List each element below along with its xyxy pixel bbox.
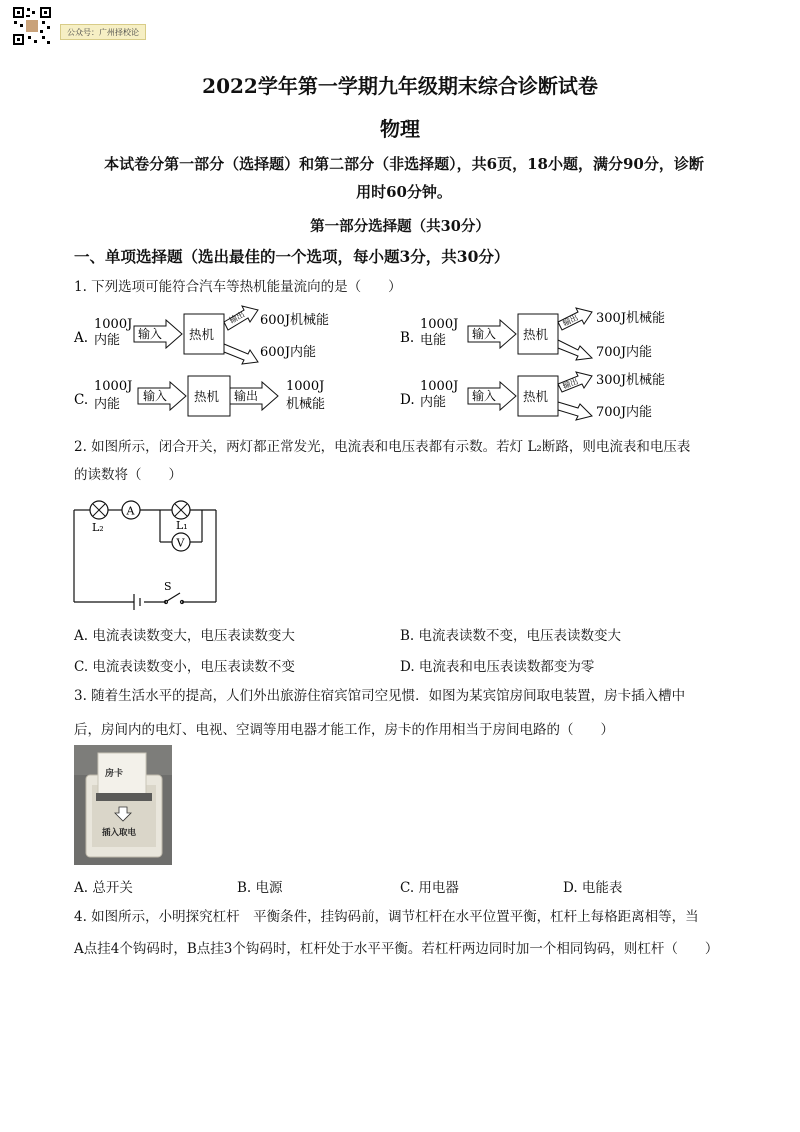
question-3-option-a[interactable]: A. 总开关	[74, 880, 133, 896]
option-c-letter: C.	[74, 392, 89, 408]
option-c-engine-label: 热机	[194, 389, 220, 404]
question-1-diagrams	[70, 300, 750, 425]
exam-intro: 本试卷分第一部分（选择题）和第二部分（非选择题），共6页，18小题，满分90分，诊断 用时60分钟。	[104, 155, 704, 201]
option-b-out1: 300J机械能	[596, 311, 666, 326]
question-2-circuit	[70, 494, 230, 610]
option-a-engine-label: 热机	[189, 327, 215, 342]
option-c-out-value: 1000J	[286, 379, 325, 394]
option-c-input-label: 输入	[143, 389, 168, 403]
question-3-stem: 3. 随着生活水平的提高，人们外出旅游住宿宾馆司空见惯．如图为某宾馆房间取电装置，房卡插入槽中 后，房间内的电灯、电视、空调等用电器才能工作，房卡的作用相当于房间电路的（ ）	[74, 688, 686, 738]
voltmeter-label: V	[176, 536, 185, 550]
question-2-option-c[interactable]: C. 电流表读数变小，电压表读数不变	[74, 659, 295, 675]
option-a-out-arrow-down	[224, 344, 258, 364]
option-b-input-label: 输入	[472, 327, 497, 341]
option-a-out2: 600J内能	[260, 345, 317, 360]
option-c-input-type: 内能	[94, 397, 121, 412]
wechat-badge: 公众号：广州择校论	[60, 24, 146, 40]
lamp-l1-label: L₁	[176, 519, 188, 532]
option-a-letter: A.	[74, 330, 89, 346]
option-d-output-label: 输出	[561, 376, 580, 391]
question-1-stem: 1. 下列选项可能符合汽车等热机能量流向的是（ ）	[74, 279, 402, 295]
option-a-out1: 600J机械能	[260, 313, 330, 328]
part-heading: 第一部分选择题（共30分）	[310, 218, 490, 235]
option-c-output-label: 输出	[234, 389, 259, 403]
question-4-stem: 4. 如图所示，小明探究杠杆 平衡条件，挂钩码前，调节杠杆在水平位置平衡，杠杆上每格距离相等，当 A点挂4个钩码时，B点挂3个钩码时，杠杆处于水平平衡。若杠杆两边同时加一个相同钩码，则杠杆（ ）	[74, 909, 719, 957]
option-c-input-value: 1000J	[94, 379, 133, 394]
lamp-l2-icon	[90, 501, 108, 519]
option-b-input-type: 电能	[420, 333, 447, 348]
option-b-out-arrow-down	[558, 340, 592, 360]
option-d-engine-label: 热机	[523, 389, 549, 404]
exam-title: 2022学年第一学期九年级期末综合诊断试卷	[202, 74, 598, 98]
option-b-letter: B.	[400, 330, 415, 346]
option-c-diagram	[74, 376, 325, 416]
option-a-input-label: 输入	[138, 327, 163, 341]
option-b-diagram	[400, 308, 665, 360]
option-b-engine-label: 热机	[523, 327, 549, 342]
key-card-slot-photo	[74, 745, 172, 865]
option-b-input-value: 1000J	[420, 317, 459, 332]
option-a-output-label: 输出	[227, 309, 247, 326]
option-d-diagram	[400, 372, 665, 420]
question-3-option-c[interactable]: C. 用电器	[400, 880, 459, 896]
option-a-diagram	[73, 306, 329, 364]
question-3-option-b[interactable]: B. 电源	[237, 880, 283, 896]
slot-label: 插入取电	[102, 828, 137, 838]
option-d-out-arrow-down	[558, 402, 592, 420]
option-d-out2: 700J内能	[596, 405, 653, 420]
qr-code-icon	[12, 6, 52, 46]
option-c-out-type: 机械能	[286, 397, 326, 412]
option-a-input-type: 内能	[94, 333, 121, 348]
ammeter-label: A	[126, 504, 135, 518]
lamp-l1-icon	[172, 501, 190, 519]
option-d-input-value: 1000J	[420, 379, 459, 394]
question-2-option-d[interactable]: D. 电流表和电压表读数都变为零	[400, 659, 595, 675]
option-b-output-label: 输出	[561, 313, 580, 328]
section-heading: 一、单项选择题（选出最佳的一个选项，每小题3分，共30分）	[74, 247, 510, 266]
option-d-out1: 300J机械能	[596, 373, 666, 388]
option-d-input-type: 内能	[420, 395, 447, 410]
question-2-option-b[interactable]: B. 电流表读数不变，电压表读数变大	[400, 628, 622, 644]
question-2-option-a[interactable]: A. 电流表读数变大，电压表读数变大	[74, 628, 295, 644]
switch-label: S	[164, 580, 172, 593]
ammeter-icon	[122, 501, 140, 519]
option-d-letter: D.	[400, 392, 415, 408]
option-b-out2: 700J内能	[596, 345, 653, 360]
question-3-option-d[interactable]: D. 电能表	[563, 880, 623, 896]
voltmeter-icon	[172, 533, 190, 551]
lamp-l2-label: L₂	[92, 521, 104, 534]
option-d-input-label: 输入	[472, 389, 497, 403]
option-a-input-value: 1000J	[94, 317, 133, 332]
question-2-stem: 2. 如图所示，闭合开关，两灯都正常发光，电流表和电压表都有示数。若灯 L₂断路，则电流表和电压表 的读数将（ ）	[74, 439, 691, 483]
subject-title: 物理	[380, 117, 420, 141]
card-label: 房卡	[105, 769, 124, 779]
